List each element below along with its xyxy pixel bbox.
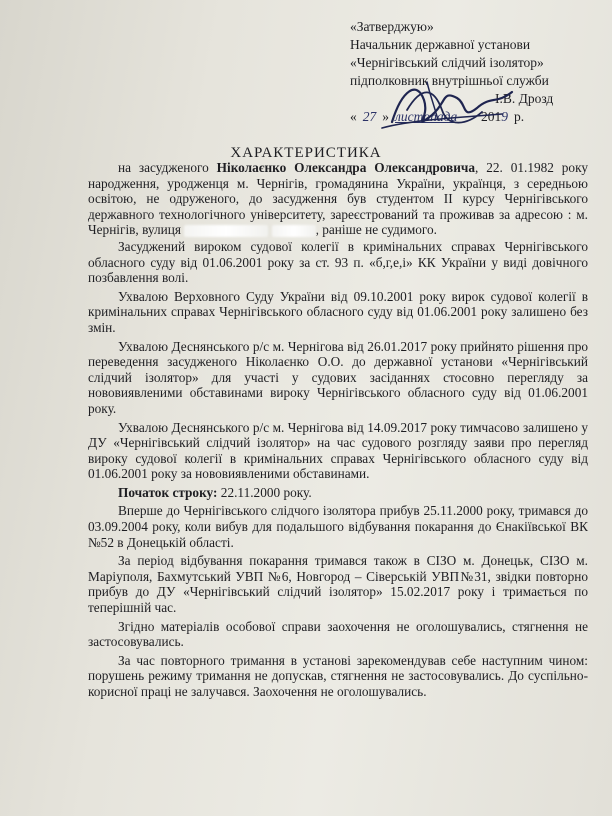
paragraph-first-arrival: Вперше до Чернігівського слідчого ізолятора прибув 25.11.2000 року, тримався до 03.09.2004 року, коли вибув для подальшого відбування покарання до Єнакіївської ВК №52 в Донецькій області. [88, 503, 588, 550]
date-close-quote: » [382, 109, 389, 124]
paragraph-behavior: За час повторного тримання в установі зарекомендував себе наступним чином: порушень режиму тримання не допускав, стягнення не застосовувались. До суспільно-корисної праці не залучався. Заохочення не оголошувались. [88, 652, 588, 699]
date-year: 2019 [481, 109, 508, 124]
paragraph-supreme-court: Ухвалою Верховного Суду України від 09.10.2001 року вирок судової колегії в кримінальних справах Чернігівського обласного суду від 01.06.2001 року залишено без змін. [88, 288, 588, 335]
paragraph-personal-file: Згідно матеріалів особової справи заохочення не оголошувались, стягнення не застосовувались. [88, 618, 588, 650]
date-day: 27 [362, 109, 377, 124]
paragraph-sentence: Засуджений вироком судової колегії в кримінальних справах Чернігівського обласного суду від 01.06.2001 року за ст. 93 п. «б,г,е,і» КК України у виді довічного позбавлення волі. [88, 238, 588, 286]
date-month: листопада [395, 109, 458, 124]
convict-name: Ніколаєнко Олександра Олександровича [216, 160, 476, 175]
approval-rank: підполковник внутрішньої служби [350, 73, 549, 88]
paragraph-places-held: За період відбування покарання тримався також в СІЗО м. Донецьк, СІЗО м. Маріуполя, Бахмутський УВП №6, Новгород – Сіверській УВП№31, звідки повторно прибув до ДУ «Чернігівський слідчий ізолятор» 15.02.2017 року і тримається по теперішній час. [88, 553, 588, 616]
date-suffix: р. [514, 109, 525, 124]
paragraph-personal-info: на засудженого Ніколаєнко Олександра Олександровича, 22. 01.1982 року народження, уродженця м. Чернігів, громадянина України, українця, з середньою освітою, не одруженого, до засудження був студентом ІІ курсу Чернігівського державного технологічного університету, зареєстрований та проживав за адресою : м. Чернігів, вулиця , раніше не судимого. [88, 160, 589, 238]
approval-position-line2: «Чернігівський слідчий ізолятор» [350, 55, 544, 70]
document-body [88, 160, 588, 701]
date-open-quote: « [350, 109, 357, 124]
approval-name: І.В. Дрозд [495, 91, 554, 106]
approval-heading: «Затверджую» [350, 19, 434, 34]
redacted-address [184, 225, 268, 237]
paragraph-temporary-ruling: Ухвалою Деснянського р/с м. Чернігова від 14.09.2017 року тимчасово залишено у ДУ «Чернігівський слідчий ізолятор» на час судового розгляду заяви про перегляд вироку судової колегії в кримінальних справах Чернігівського обласного суду від 01.06.2001 року за нововиявленими обставинами. [88, 419, 588, 482]
paragraph-term-start: Початок строку: 22.11.2000 року. [118, 484, 312, 500]
document-title: ХАРАКТЕРИСТИКА [230, 145, 382, 161]
approval-position-line1: Начальник державної установи [350, 37, 531, 52]
redacted-address-2 [272, 225, 316, 237]
paragraph-transfer-ruling: Ухвалою Деснянського р/с м. Чернігова від 26.01.2017 року прийнято рішення про переведення засудженого Ніколаєнко О.О. до державної установи «Чернігівський слідчий ізолятор» для участі у судових засіданнях стосовно перегляду за нововиявленими обставинами вироку Чернігівського обласного суду від 01.06.2001 року. [88, 338, 588, 416]
